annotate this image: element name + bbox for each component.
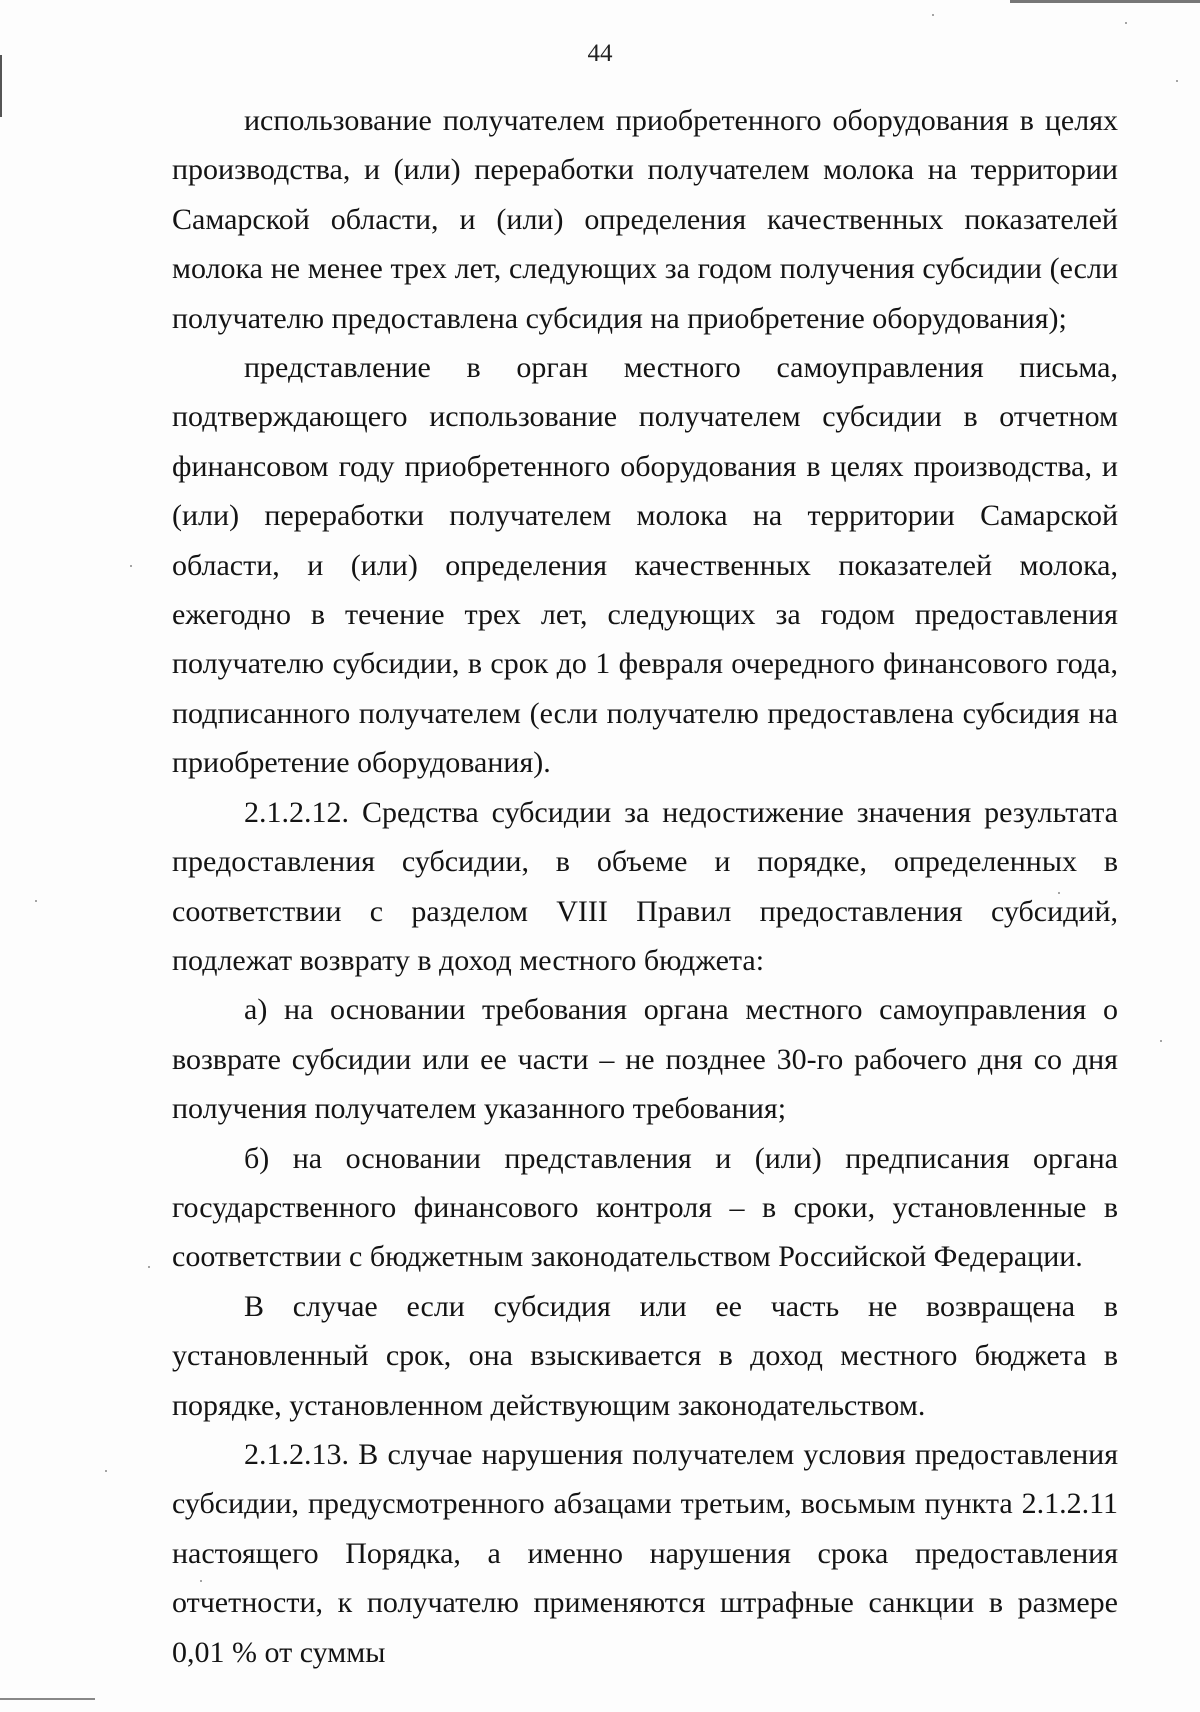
scan-edge-top xyxy=(1010,0,1200,3)
paragraph: 2.1.2.12. Средства субсидии за недостижение значения результата предоставления субсидии, в объеме и порядке, определенных в соответствии с разделом VIII Правил предоставления субсидий, подлежат возврату в доход местного бюджета: xyxy=(172,795,1118,977)
scan-edge-bottom xyxy=(0,1698,95,1700)
scan-speck xyxy=(148,1266,150,1268)
paragraph: 2.1.2.13. В случае нарушения получателем условия предоставления субсидии, предусмотренного абзацами третьим, восьмым пункта 2.1.2.11 настоящего Порядка, а именно нарушения срока предоставления отчетности, к получателю применяются штрафные санкции в размере 0,01 % от суммы xyxy=(172,1437,1118,1669)
scan-speck xyxy=(1176,80,1178,82)
scan-speck xyxy=(1125,22,1127,24)
paragraph: использование получателем приобретенного оборудования в целях производства, и (или) переработки получателем молока на территории Самарской области, и (или) определения качественных показателей молока не менее трех лет, следующих за годом получения субсидии (если получателю предоставлена субсидия на приобретение оборудования); xyxy=(172,104,1118,335)
scan-speck xyxy=(932,14,934,16)
scan-speck xyxy=(130,565,132,567)
document-body xyxy=(172,96,1118,1677)
page-number: 44 xyxy=(587,40,613,67)
paragraph: а) на основании требования органа местного самоуправления о возврате субсидии или ее части – не позднее 30-го рабочего дня со дня получения получателем указанного требования; xyxy=(172,993,1118,1126)
paragraph: представление в орган местного самоуправления письма, подтверждающего использование получателем субсидии в отчетном финансовом году приобретенного оборудования в целях производства, и (или) переработки получателем молока на территории Самарской области, и (или) определения качественных показателей молока, ежегодно в течение трех лет, следующих за годом предоставления получателю субсидии, в срок до 1 февраля очередного финансового года, подписанного получателем (если получателю предоставлена субсидия на приобретение оборудования). xyxy=(172,351,1118,780)
paragraph: б) на основании представления и (или) предписания органа государственного финансового контроля – в сроки, установленные в соответствии с бюджетным законодательством Российской Федерации. xyxy=(172,1141,1118,1274)
paragraph: В случае если субсидия или ее часть не возвращена в установленный срок, она взыскивается в доход местного бюджета в порядке, установленном действующим законодательством. xyxy=(172,1289,1118,1422)
scan-speck xyxy=(1160,1040,1162,1042)
scan-speck xyxy=(35,900,37,902)
scan-speck xyxy=(105,1470,107,1472)
